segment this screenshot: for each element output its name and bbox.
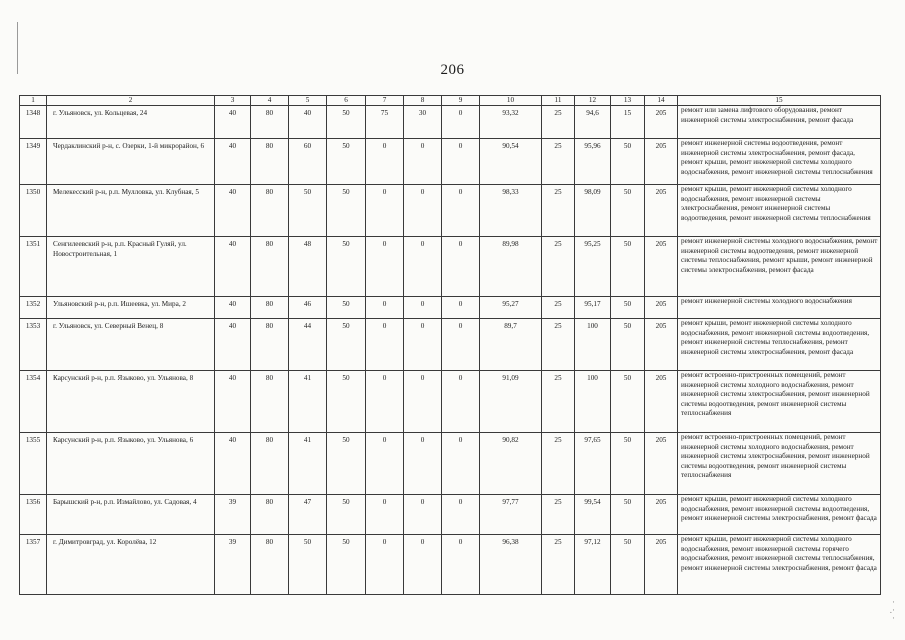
cell-value: 0 <box>366 319 404 371</box>
cell-value: 40 <box>215 433 251 495</box>
table-row <box>20 433 881 495</box>
cell-value: 25 <box>542 319 575 371</box>
cell-value: 46 <box>289 297 327 319</box>
cell-value: 50 <box>289 185 327 237</box>
address-cell: Ульяновский р-н, р.п. Ишеевка, ул. Мира, 2 <box>47 297 215 319</box>
works-description-cell: ремонт крыши, ремонт инженерной системы холодного водоснабжения, ремонт инженерной системы водоотведения, ремонт инженерной системы теплоснабжения, ремонт инженерной системы электроснабжения, ремонт фасада <box>678 319 881 371</box>
cell-value: 205 <box>645 535 678 595</box>
column-number: 11 <box>542 96 575 106</box>
cell-value: 50 <box>327 371 366 433</box>
cell-value: 48 <box>289 237 327 297</box>
cell-value: 93,32 <box>480 106 542 139</box>
cell-value: 50 <box>327 139 366 185</box>
column-number: 13 <box>611 96 645 106</box>
cell-value: 25 <box>542 495 575 535</box>
cell-value: 0 <box>442 297 480 319</box>
cell-value: 0 <box>366 237 404 297</box>
works-description-cell: ремонт инженерной системы холодного водоснабжения, ремонт инженерной системы водоотведения, ремонт инженерной системы теплоснабжения, ремонт крыши, ремонт инженерной системы электроснабжения, ремонт фасада <box>678 237 881 297</box>
cell-value: 50 <box>611 495 645 535</box>
cell-value: 40 <box>215 139 251 185</box>
column-number: 10 <box>480 96 542 106</box>
table-row <box>20 319 881 371</box>
address-cell: Барышский р-н, р.п. Измайлово, ул. Садовая, 4 <box>47 495 215 535</box>
table-row <box>20 237 881 297</box>
row-number: 1350 <box>20 185 47 237</box>
works-description-cell: ремонт крыши, ремонт инженерной системы холодного водоснабжения, ремонт инженерной системы водоотведения, ремонт инженерной системы электроснабжения, ремонт фасада <box>678 495 881 535</box>
cell-value: 50 <box>611 237 645 297</box>
row-number: 1352 <box>20 297 47 319</box>
cell-value: 0 <box>366 433 404 495</box>
table-row <box>20 185 881 237</box>
cell-value: 44 <box>289 319 327 371</box>
works-description-cell: ремонт инженерной системы холодного водоснабжения <box>678 297 881 319</box>
cell-value: 97,77 <box>480 495 542 535</box>
table-row <box>20 535 881 595</box>
cell-value: 0 <box>442 371 480 433</box>
column-number: 9 <box>442 96 480 106</box>
cell-value: 80 <box>251 433 289 495</box>
cell-value: 25 <box>542 139 575 185</box>
cell-value: 0 <box>442 319 480 371</box>
cell-value: 50 <box>611 371 645 433</box>
address-cell: Мелекесский р-н, р.п. Мулловка, ул. Клубная, 5 <box>47 185 215 237</box>
column-number: 1 <box>20 96 47 106</box>
row-number: 1353 <box>20 319 47 371</box>
column-number: 7 <box>366 96 404 106</box>
cell-value: 100 <box>575 319 611 371</box>
cell-value: 25 <box>542 535 575 595</box>
cell-value: 89,98 <box>480 237 542 297</box>
cell-value: 30 <box>404 106 442 139</box>
cell-value: 0 <box>366 495 404 535</box>
cell-value: 25 <box>542 297 575 319</box>
cell-value: 50 <box>327 185 366 237</box>
cell-value: 50 <box>611 297 645 319</box>
works-description-cell: ремонт инженерной системы водоотведения, ремонт инженерной системы электроснабжения, ремонт фасада, ремонт крыши, ремонт инженерной системы холодного водоснабжения, ремонт инженерной системы теплоснабжения <box>678 139 881 185</box>
works-description-cell: ремонт крыши, ремонт инженерной системы холодного водоснабжения, ремонт инженерной системы горячего водоснабжения, ремонт инженерной системы теплоснабжения, ремонт инженерной системы электроснабжения, ремонт фасада <box>678 535 881 595</box>
cell-value: 15 <box>611 106 645 139</box>
cell-value: 0 <box>442 139 480 185</box>
cell-value: 80 <box>251 371 289 433</box>
cell-value: 50 <box>327 297 366 319</box>
row-number: 1356 <box>20 495 47 535</box>
scan-artifact: · .· · <box>889 597 895 623</box>
cell-value: 50 <box>327 106 366 139</box>
cell-value: 25 <box>542 433 575 495</box>
cell-value: 0 <box>366 185 404 237</box>
row-number: 1348 <box>20 106 47 139</box>
cell-value: 40 <box>215 106 251 139</box>
row-number: 1357 <box>20 535 47 595</box>
row-number: 1349 <box>20 139 47 185</box>
cell-value: 205 <box>645 319 678 371</box>
cell-value: 89,7 <box>480 319 542 371</box>
cell-value: 0 <box>366 371 404 433</box>
cell-value: 97,65 <box>575 433 611 495</box>
column-number: 15 <box>678 96 881 106</box>
cell-value: 39 <box>215 495 251 535</box>
cell-value: 80 <box>251 185 289 237</box>
cell-value: 205 <box>645 106 678 139</box>
cell-value: 0 <box>442 185 480 237</box>
cell-value: 50 <box>327 495 366 535</box>
cell-value: 0 <box>442 237 480 297</box>
cell-value: 41 <box>289 433 327 495</box>
column-number: 14 <box>645 96 678 106</box>
cell-value: 50 <box>611 535 645 595</box>
cell-value: 50 <box>611 319 645 371</box>
cell-value: 50 <box>327 535 366 595</box>
cell-value: 0 <box>442 433 480 495</box>
address-cell: Карсунский р-н, р.п. Языково, ул. Ульянова, 8 <box>47 371 215 433</box>
cell-value: 94,6 <box>575 106 611 139</box>
cell-value: 39 <box>215 535 251 595</box>
cell-value: 50 <box>611 185 645 237</box>
works-description-cell: ремонт встроенно-пристроенных помещений, ремонт инженерной системы холодного водоснабжения, ремонт инженерной системы электроснабжения, ремонт инженерной системы водоотведения, ремонт инженерной системы теплоснабжения <box>678 371 881 433</box>
cell-value: 60 <box>289 139 327 185</box>
cell-value: 205 <box>645 185 678 237</box>
cell-value: 0 <box>442 106 480 139</box>
address-cell: Карсунский р-н, р.п. Языково, ул. Ульянова, 6 <box>47 433 215 495</box>
column-number: 6 <box>327 96 366 106</box>
cell-value: 80 <box>251 297 289 319</box>
cell-value: 40 <box>289 106 327 139</box>
cell-value: 90,54 <box>480 139 542 185</box>
cell-value: 50 <box>327 237 366 297</box>
column-number: 3 <box>215 96 251 106</box>
column-number-row <box>20 96 881 106</box>
cell-value: 98,33 <box>480 185 542 237</box>
cell-value: 0 <box>404 237 442 297</box>
cell-value: 95,25 <box>575 237 611 297</box>
cell-value: 91,09 <box>480 371 542 433</box>
cell-value: 98,09 <box>575 185 611 237</box>
cell-value: 0 <box>404 297 442 319</box>
cell-value: 95,27 <box>480 297 542 319</box>
cell-value: 40 <box>215 371 251 433</box>
cell-value: 96,38 <box>480 535 542 595</box>
cell-value: 0 <box>366 535 404 595</box>
cell-value: 25 <box>542 371 575 433</box>
table-row <box>20 297 881 319</box>
column-number: 5 <box>289 96 327 106</box>
cell-value: 99,54 <box>575 495 611 535</box>
cell-value: 95,96 <box>575 139 611 185</box>
cell-value: 205 <box>645 297 678 319</box>
cell-value: 47 <box>289 495 327 535</box>
column-number: 8 <box>404 96 442 106</box>
cell-value: 80 <box>251 535 289 595</box>
cell-value: 40 <box>215 297 251 319</box>
column-number: 2 <box>47 96 215 106</box>
cell-value: 25 <box>542 106 575 139</box>
cell-value: 80 <box>251 237 289 297</box>
address-cell: г. Ульяновск, ул. Северный Венец, 8 <box>47 319 215 371</box>
works-description-cell: ремонт или замена лифтового оборудования, ремонт инженерной системы электроснабжения, ремонт фасада <box>678 106 881 139</box>
cell-value: 95,17 <box>575 297 611 319</box>
cell-value: 40 <box>215 185 251 237</box>
row-number: 1354 <box>20 371 47 433</box>
cell-value: 90,82 <box>480 433 542 495</box>
cell-value: 25 <box>542 185 575 237</box>
cell-value: 0 <box>404 371 442 433</box>
cell-value: 0 <box>404 319 442 371</box>
row-number: 1355 <box>20 433 47 495</box>
cell-value: 97,12 <box>575 535 611 595</box>
table-row <box>20 495 881 535</box>
cell-value: 50 <box>611 433 645 495</box>
data-table <box>19 95 881 595</box>
cell-value: 205 <box>645 371 678 433</box>
cell-value: 0 <box>404 185 442 237</box>
cell-value: 0 <box>404 495 442 535</box>
cell-value: 50 <box>327 319 366 371</box>
cell-value: 50 <box>611 139 645 185</box>
address-cell: Сенгилеевский р-н, р.п. Красный Гуляй, ул. Новостроительная, 1 <box>47 237 215 297</box>
cell-value: 25 <box>542 237 575 297</box>
cell-value: 80 <box>251 106 289 139</box>
address-cell: г. Ульяновск, ул. Кольцевая, 24 <box>47 106 215 139</box>
cell-value: 100 <box>575 371 611 433</box>
works-description-cell: ремонт крыши, ремонт инженерной системы холодного водоснабжения, ремонт инженерной системы электроснабжения, ремонт инженерной системы водоотведения, ремонт инженерной системы теплоснабжения <box>678 185 881 237</box>
table-row <box>20 139 881 185</box>
cell-value: 80 <box>251 319 289 371</box>
cell-value: 205 <box>645 139 678 185</box>
cell-value: 0 <box>442 535 480 595</box>
cell-value: 40 <box>215 237 251 297</box>
cell-value: 80 <box>251 495 289 535</box>
column-number: 12 <box>575 96 611 106</box>
cell-value: 205 <box>645 495 678 535</box>
cell-value: 41 <box>289 371 327 433</box>
table-row <box>20 106 881 139</box>
table-row <box>20 371 881 433</box>
address-cell: Чердаклинский р-н, с. Озерки, 1-й микрорайон, 6 <box>47 139 215 185</box>
works-description-cell: ремонт встроенно-пристроенных помещений, ремонт инженерной системы холодного водоснабжения, ремонт инженерной системы электроснабжения, ремонт инженерной системы водоотведения, ремонт инженерной системы теплоснабжения <box>678 433 881 495</box>
cell-value: 75 <box>366 106 404 139</box>
cell-value: 0 <box>442 495 480 535</box>
column-number: 4 <box>251 96 289 106</box>
page-number: 206 <box>440 62 465 78</box>
cell-value: 80 <box>251 139 289 185</box>
cell-value: 40 <box>215 319 251 371</box>
cell-value: 0 <box>366 297 404 319</box>
cell-value: 0 <box>404 139 442 185</box>
cell-value: 50 <box>327 433 366 495</box>
address-cell: г. Димитровград, ул. Королёва, 12 <box>47 535 215 595</box>
row-number: 1351 <box>20 237 47 297</box>
cell-value: 50 <box>289 535 327 595</box>
cell-value: 205 <box>645 433 678 495</box>
cell-value: 0 <box>404 535 442 595</box>
cell-value: 0 <box>366 139 404 185</box>
cell-value: 0 <box>404 433 442 495</box>
cell-value: 205 <box>645 237 678 297</box>
